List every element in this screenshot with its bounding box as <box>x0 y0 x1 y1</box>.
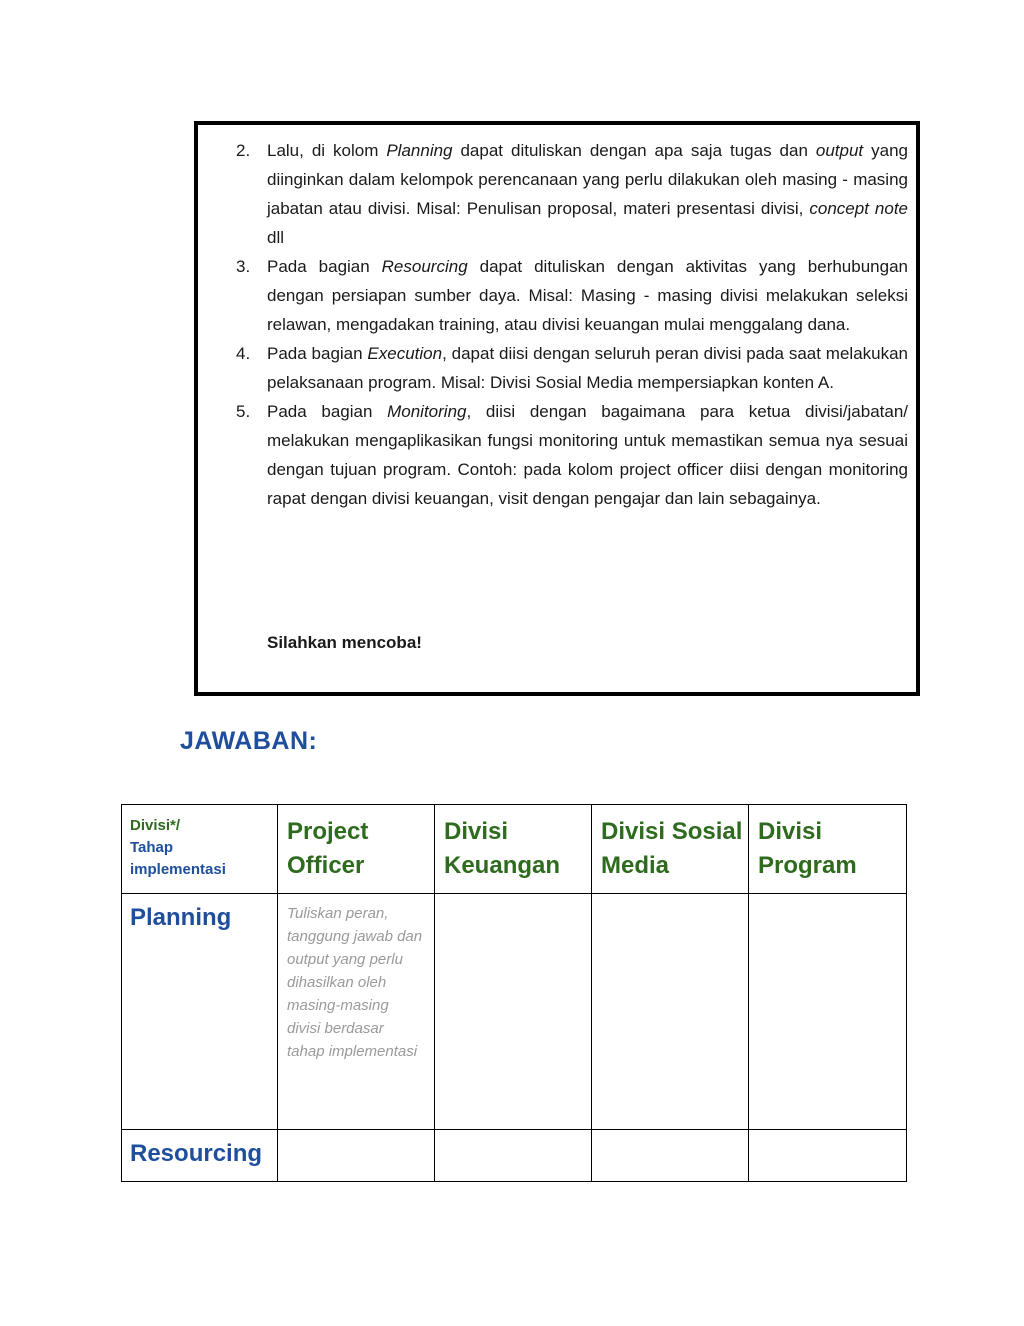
step-text-italic: Resourcing <box>381 257 468 276</box>
corner-divisi-label: Divisi*/ <box>130 817 181 834</box>
table-cell[interactable] <box>592 894 749 1130</box>
step-number: 4. <box>236 344 251 363</box>
corner-implementasi-label: implementasi <box>130 861 226 878</box>
column-header <box>278 805 435 894</box>
hint-text: Tuliskan peran, tanggung jawab dan output yang perlu dihasilkan oleh masing-masing divisi berdasar tahap implementasi <box>287 905 423 1060</box>
step-text-italic: concept note <box>809 199 909 218</box>
step-text <box>267 397 908 513</box>
step-text-run: Lalu, di kolom <box>267 141 387 160</box>
row-label-cell <box>122 1130 278 1182</box>
table-row <box>122 1130 907 1182</box>
answer-table <box>121 804 907 1182</box>
instruction-step <box>198 397 916 513</box>
instruction-step <box>198 339 916 397</box>
step-number: 3. <box>236 257 251 276</box>
column-header <box>592 805 749 894</box>
step-text-italic: output <box>815 141 864 160</box>
step-number: 2. <box>236 141 251 160</box>
step-text <box>267 136 908 252</box>
row-label: Resourcing <box>130 1140 263 1167</box>
closing-text: Silahkan mencoba! <box>267 633 422 652</box>
instructions-list <box>198 136 916 513</box>
table-cell[interactable] <box>435 1130 592 1182</box>
step-text-italic: Execution <box>367 344 443 363</box>
step-text-italic: Monitoring <box>387 402 467 421</box>
step-text-run: dapat dituliskan dengan aktivitas yang berhubungan dengan persiapan sumber daya. Misal: Masing - masing divisi melakukan seleksi relawan, mengadakan training, atau divisi keuangan mulai menggalang dana. <box>267 257 908 334</box>
instruction-step <box>198 252 916 339</box>
column-header-label: Divisi Keuangan <box>444 818 561 879</box>
step-text-italic: Planning <box>386 141 453 160</box>
step-text <box>267 339 908 397</box>
step-text-run: yang diinginkan dalam kelompok perencanaan yang perlu dilakukan oleh masing - masing jabatan atau divisi. Misal: Penulisan proposal, materi presentasi divisi, <box>267 141 908 218</box>
step-text-run: dapat dituliskan dengan apa saja tugas dan <box>452 141 816 160</box>
corner-header-cell <box>122 805 278 894</box>
table-cell[interactable] <box>749 1130 907 1182</box>
table-cell[interactable] <box>278 894 435 1130</box>
step-text-run: , diisi dengan bagaimana para ketua divisi/jabatan/ melakukan mengaplikasikan fungsi monitoring untuk memastikan semua nya sesuai dengan tujuan program. Contoh: pada kolom project officer diisi dengan monitoring rapat dengan divisi keuangan, visit dengan pengajar dan lain sebagainya. <box>267 402 909 508</box>
column-header <box>435 805 592 894</box>
table-row <box>122 894 907 1130</box>
step-text-run: Pada bagian <box>267 344 368 363</box>
column-header-label: Project Officer <box>287 818 369 879</box>
table-cell[interactable] <box>435 894 592 1130</box>
table-cell[interactable] <box>749 894 907 1130</box>
instructions-box <box>194 121 920 696</box>
corner-tahap-label: Tahap <box>130 839 174 856</box>
answer-heading: JAWABAN: <box>180 727 318 755</box>
table-header-row <box>122 805 907 894</box>
table-cell[interactable] <box>592 1130 749 1182</box>
column-header-label: Divisi Program <box>758 818 857 879</box>
table-cell[interactable] <box>278 1130 435 1182</box>
column-header <box>749 805 907 894</box>
instruction-step <box>198 136 916 252</box>
row-label-cell <box>122 894 278 1130</box>
step-text-run: Pada bagian <box>267 402 388 421</box>
step-number: 5. <box>236 402 251 421</box>
step-text-run: dll <box>267 228 285 247</box>
row-label: Planning <box>130 904 232 931</box>
step-text-run: , dapat diisi dengan seluruh peran divisi pada saat melakukan pelaksanaan program. Misal: Divisi Sosial Media mempersiapkan konten A. <box>267 344 909 392</box>
step-text-run: Pada bagian <box>267 257 382 276</box>
step-text <box>267 252 908 339</box>
column-header-label: Divisi Sosial Media <box>601 818 743 879</box>
